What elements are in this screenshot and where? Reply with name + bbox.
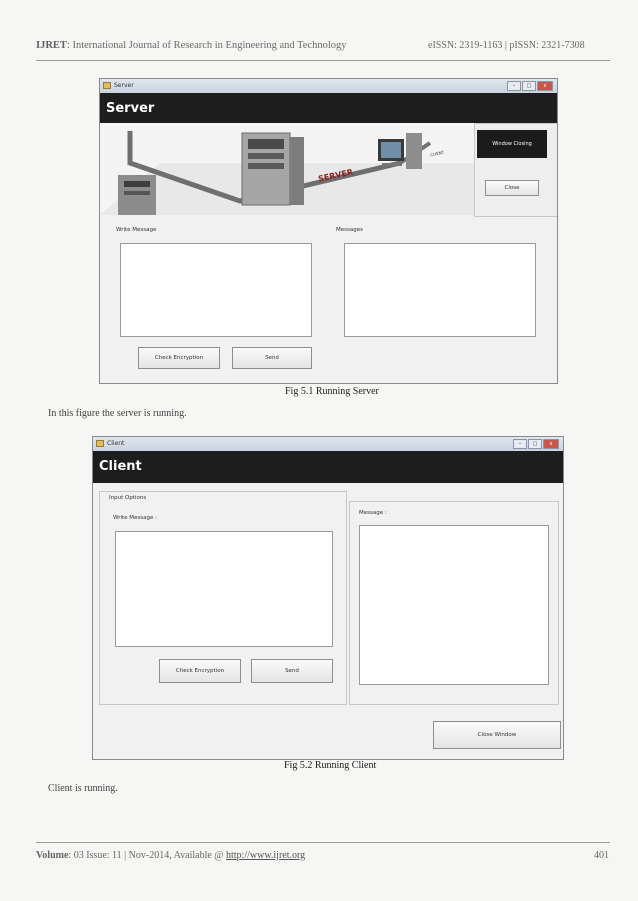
client-titlebar <box>93 437 563 451</box>
minimize-icon[interactable]: – <box>513 439 527 449</box>
server-illustration-label: SERVER <box>317 167 354 184</box>
client-window-title: Client <box>107 440 125 447</box>
write-message-textarea[interactable] <box>120 243 312 337</box>
server-banner <box>100 93 557 123</box>
window-closing-panel <box>474 123 558 217</box>
message-textarea[interactable] <box>359 525 549 685</box>
window-app-icon <box>96 440 104 447</box>
send-button[interactable]: Send <box>232 347 312 369</box>
journal-url-link[interactable]: http://www.ijret.org <box>226 850 306 861</box>
client-window-controls <box>513 439 559 449</box>
server-window <box>99 78 558 384</box>
message-label: Message : <box>359 510 387 516</box>
journal-header <box>36 40 347 51</box>
client-banner-title: Client <box>99 459 142 474</box>
close-window-button[interactable]: Close Window <box>433 721 561 749</box>
client-window <box>92 436 564 760</box>
figure-caption-2: Fig 5.2 Running Client <box>284 760 377 771</box>
minimize-icon[interactable]: – <box>507 81 521 91</box>
client-illustration-label: CLIENT <box>429 149 445 158</box>
journal-issn: eISSN: 2319-1163 | pISSN: 2321-7308 <box>428 40 585 51</box>
close-icon[interactable]: x <box>537 81 553 91</box>
write-message-label: Write Message <box>116 227 157 233</box>
footer-rule <box>36 842 610 843</box>
check-encryption-button[interactable]: Check Encryption <box>138 347 220 369</box>
footer-volume-label: Volume <box>36 850 69 861</box>
window-closing-title: Window Closing <box>477 130 547 158</box>
journal-name: : International Journal of Research in Engineering and Technology <box>66 40 347 51</box>
input-options-label: Input Options <box>109 495 147 501</box>
server-window-title: Server <box>114 82 134 89</box>
server-client-illustration <box>100 123 474 215</box>
server-banner-title: Server <box>106 101 155 116</box>
write-message-textarea[interactable] <box>115 531 333 647</box>
network-illustration-icon <box>100 123 474 215</box>
messages-textarea[interactable] <box>344 243 536 337</box>
journal-abbr: IJRET <box>36 40 67 51</box>
server-titlebar <box>100 79 557 93</box>
write-message-label: Write Message : <box>113 515 157 521</box>
body-text-2: Client is running. <box>48 783 118 794</box>
maximize-icon[interactable]: □ <box>522 81 536 91</box>
figure-caption-1: Fig 5.1 Running Server <box>285 386 379 397</box>
close-button[interactable]: Close <box>485 180 539 196</box>
footer-volume-text: : 03 Issue: 11 | Nov-2014, Available @ <box>68 850 226 861</box>
footer-volume-info <box>36 850 305 861</box>
client-banner <box>93 451 563 483</box>
messages-label: Messages <box>336 227 363 233</box>
body-text-1: In this figure the server is running. <box>48 408 187 419</box>
close-icon[interactable]: x <box>543 439 559 449</box>
check-encryption-button[interactable]: Check Encryption <box>159 659 241 683</box>
window-app-icon <box>103 82 111 89</box>
header-rule <box>36 60 610 61</box>
server-window-controls <box>507 81 553 91</box>
send-button[interactable]: Send <box>251 659 333 683</box>
maximize-icon[interactable]: □ <box>528 439 542 449</box>
page-number: 401 <box>594 850 609 861</box>
